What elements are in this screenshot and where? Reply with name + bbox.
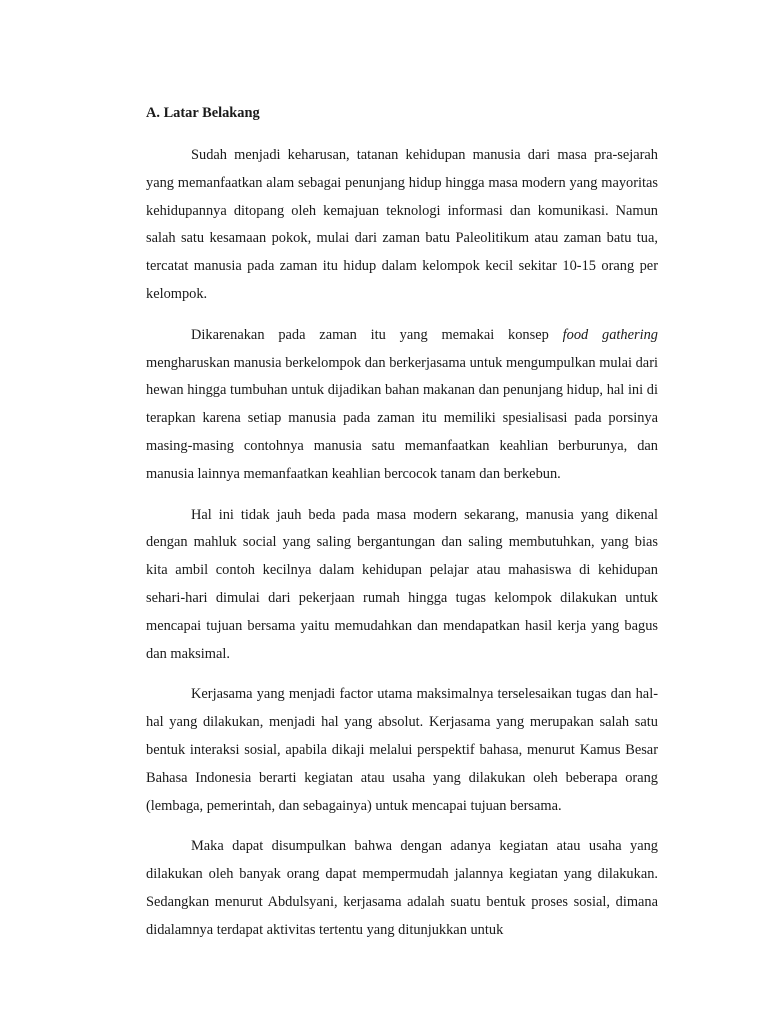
paragraph-3: Hal ini tidak jauh beda pada masa modern sekarang, manusia yang dikenal dengan mahluk social yang saling bergantungan dan saling membutuhkan, yang bias kita ambil contoh kecilnya dalam kehidupan pelajar atau mahasiswa di kehidupan sehari-hari dimulai dari pekerjaan rumah hingga tugas kelompok dilakukan untuk mencapai tujuan bersama yaitu memudahkan dan mendapatkan hasil kerja yang bagus dan maksimal.	[146, 506, 658, 662]
paragraph-5: Maka dapat disumpulkan bahwa dengan adanya kegiatan atau usaha yang dilakukan oleh banyak orang dapat mempermudah jalannya kegiatan yang dilakukan. Sedangkan menurut Abdulsyani, kerjasama adalah suatu bentuk proses sosial, dimana didalamnya terdapat aktivitas tertentu yang ditunjukkan untuk	[146, 838, 658, 938]
document-body	[146, 99, 658, 958]
paragraph-2-text-start: Dikarenakan pada zaman itu yang memakai konsep	[191, 326, 563, 343]
paragraph-4: Kerjasama yang menjadi factor utama maksimalnya terselesaikan tugas dan hal-hal yang dilakukan, menjadi hal yang absolut. Kerjasama yang merupakan salah satu bentuk interaksi sosial, apabila dikaji melalui perspektif bahasa, menurut Kamus Besar Bahasa Indonesia berarti kegiatan atau usaha yang dilakukan oleh beberapa orang (lembaga, pemerintah, dan sebagainya) untuk mencapai tujuan bersama.	[146, 686, 658, 814]
paragraph-2	[146, 322, 658, 489]
paragraph-1: Sudah menjadi keharusan, tatanan kehidupan manusia dari masa pra-sejarah yang memanfaatkan alam sebagai penunjang hidup hingga masa modern yang mayoritas kehidupannya ditopang oleh kemajuan teknologi informasi dan komunikasi. Namun salah satu kesamaan pokok, mulai dari zaman batu Paleolitikum atau zaman batu tua, tercatat manusia pada zaman itu hidup dalam kelompok kecil sekitar 10-15 orang per kelompok.	[146, 147, 658, 302]
paragraph-2-text-end: mengharuskan manusia berkelompok dan berkerjasama untuk mengumpulkan mulai dari hewan hingga tumbuhan untuk dijadikan bahan makanan dan penunjang hidup, hal ini di terapkan karena setiap manusia pada zaman itu memiliki spesialisasi pada porsinya masing-masing contohnya manusia satu memanfaatkan keahlian berburunya, dan manusia lainnya memanfaatkan keahlian bercocok tanam dan berkebun.	[146, 354, 658, 482]
section-heading: A. Latar Belakang	[146, 105, 260, 121]
paragraph-2-italic-term: food gathering	[562, 326, 658, 343]
